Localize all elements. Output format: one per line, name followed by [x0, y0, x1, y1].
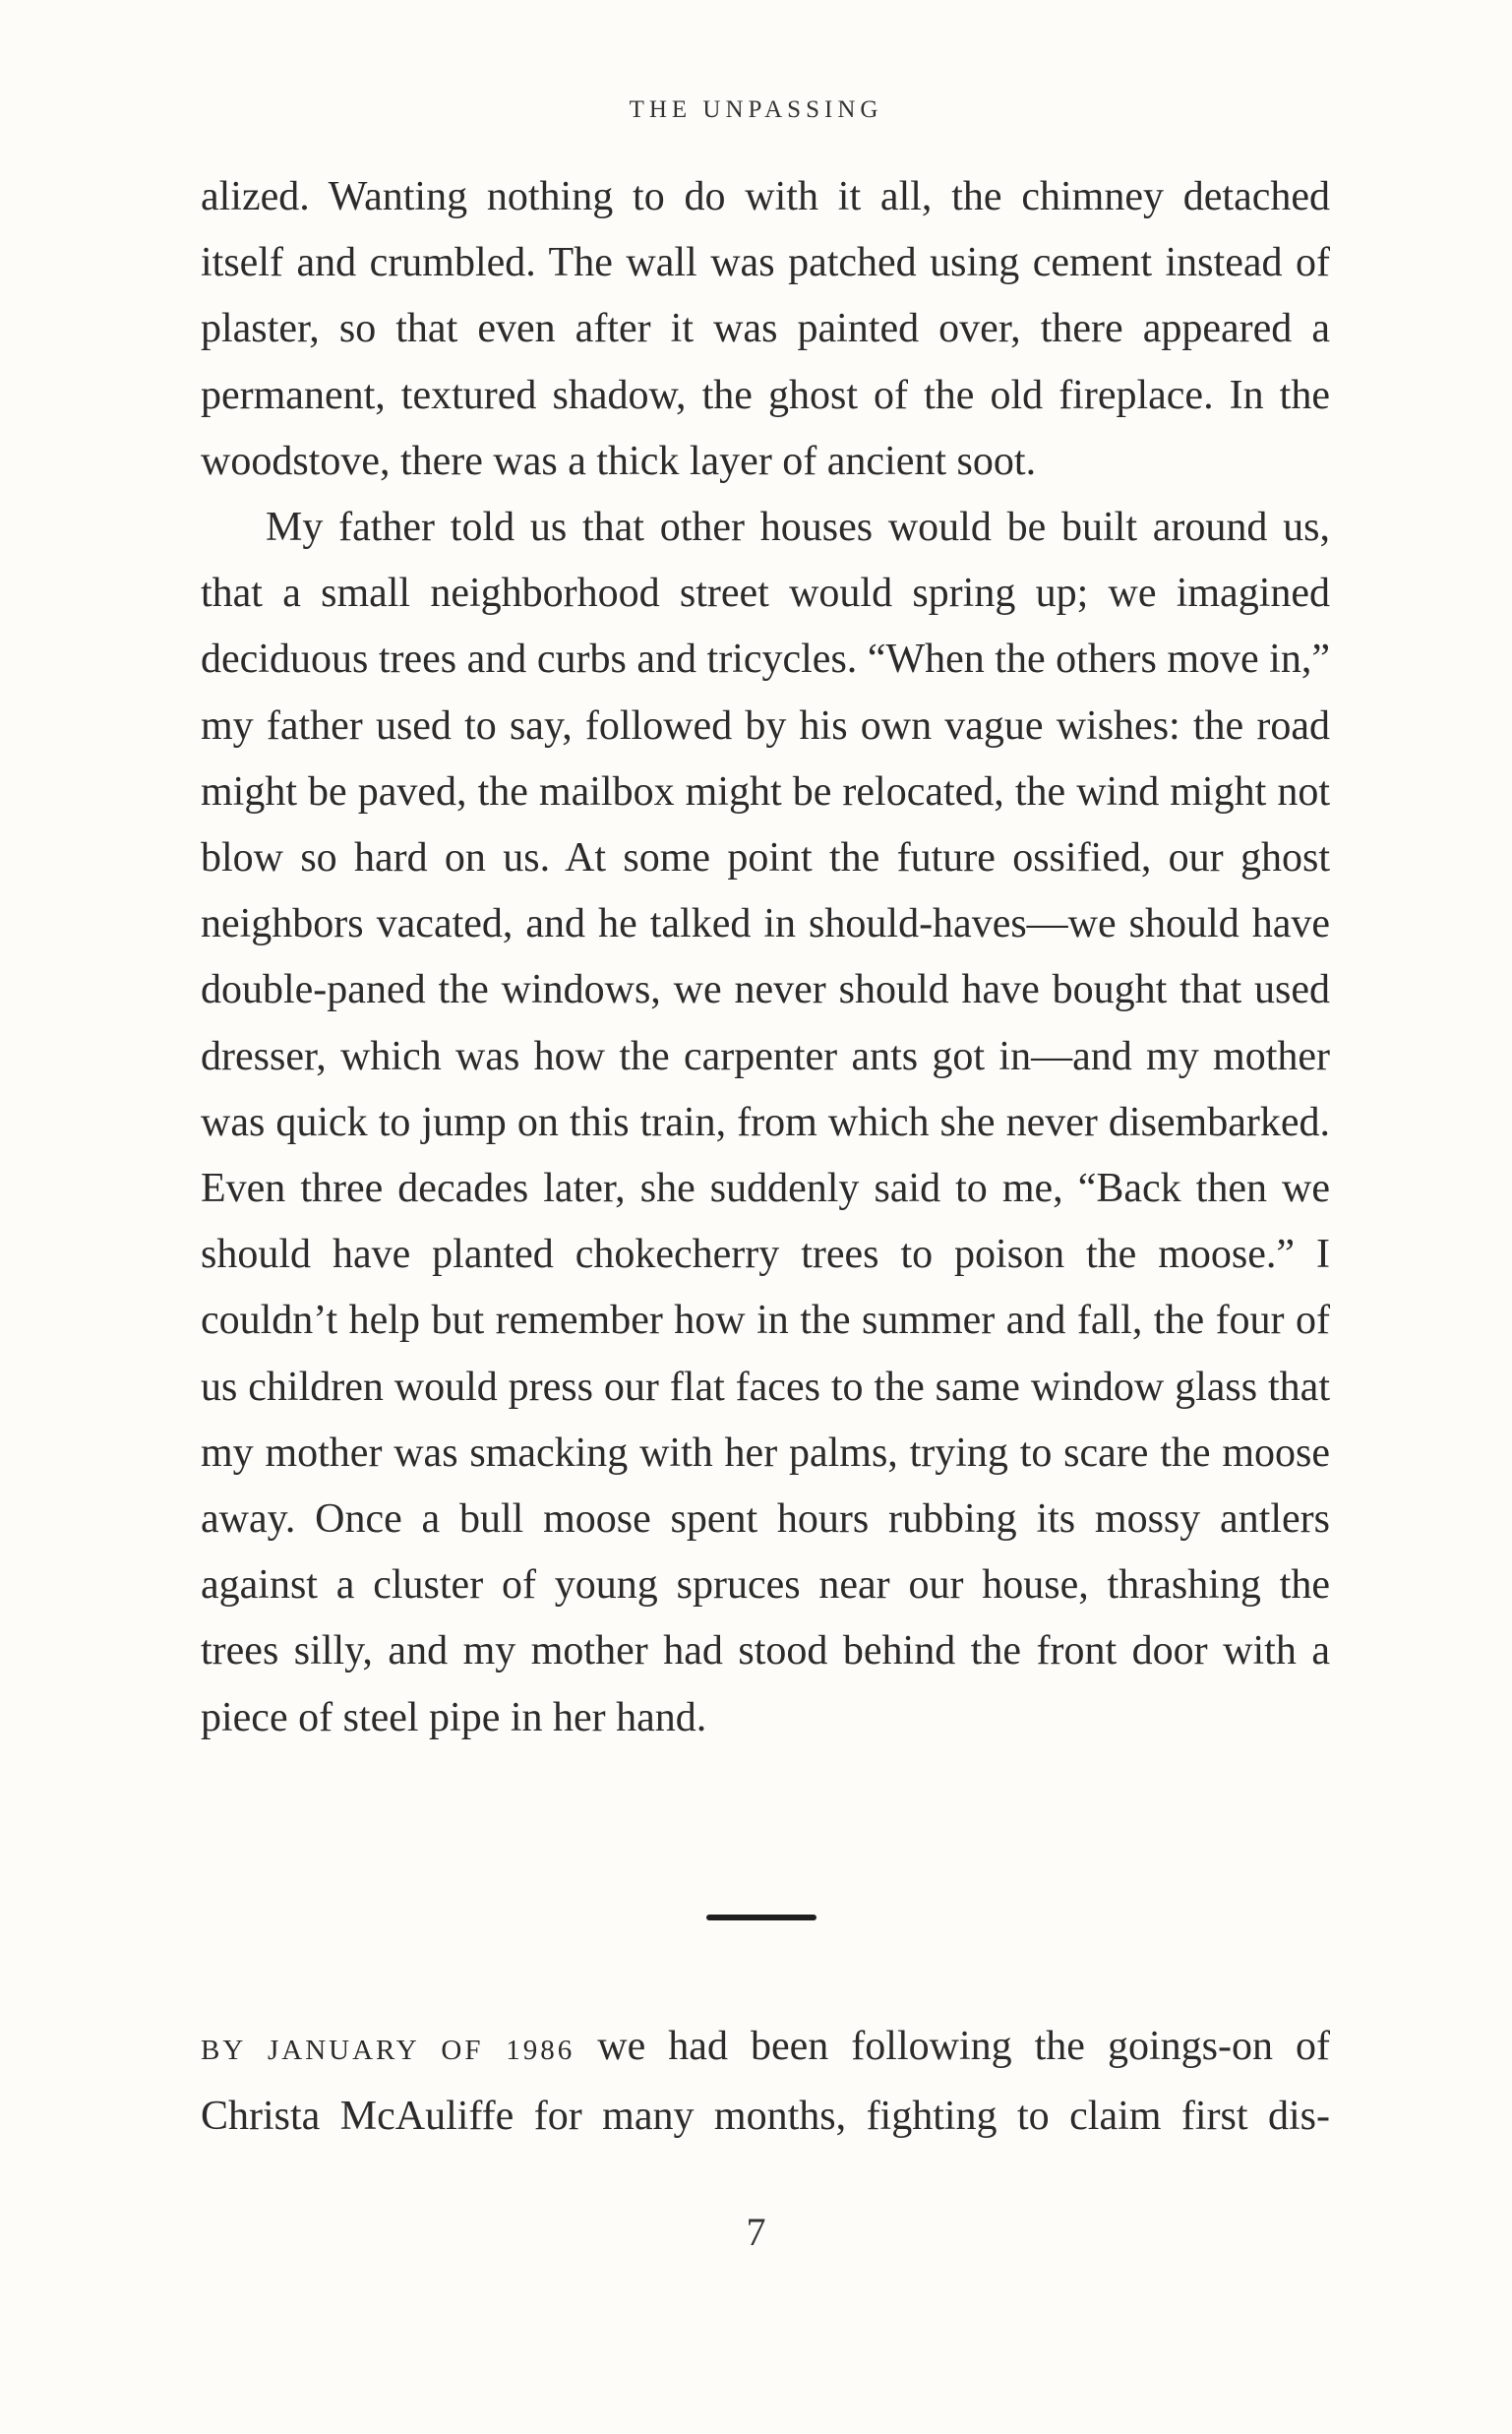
section-2 — [201, 2014, 1330, 2150]
section-break-rule — [706, 1915, 816, 1920]
section-2-lead: BY JANUARY OF 1986 — [201, 2035, 575, 2066]
paragraph-1: alized. Wanting nothing to do with it all, the chimney detached itself and crumbled. The wall was patched using cement instead of plaster, so that even after it was painted over, there appeared a permanent, textured shadow, the ghost of the old fireplace. In the woodstove, there was a thick layer of ancient soot. — [201, 174, 1330, 484]
paragraph-2: My father told us that other houses would be built around us, that a small neighborhood street would spring up; we imagined deciduous trees and curbs and tricycles. “When the others move in,” my father used to say, followed by his own vague wishes: the road might be paved, the mailbox might be relocated, the wind might not blow so hard on us. At some point the future ossified, our ghost neighbors vacated, and he talked in should-haves—we should have double-paned the windows, we never should have bought that used dresser, which was how the carpenter ants got in—and my mother was quick to jump on this train, from which she never disembarked. Even three decades later, she suddenly said to me, “Back then we should have planted chokecherry trees to poison the moose.” I couldn’t help but remember how in the summer and fall, the four of us children would press our flat faces to the same window glass that my mother was smacking with her palms, trying to scare the moose away. Once a bull moose spent hours rubbing its mossy antlers against a cluster of young spruces near our house, thrashing the trees silly, and my mother had stood behind the front door with a piece of steel pipe in her hand. — [201, 505, 1330, 1740]
section-2-text: we had been following the goings-on of Christa McAuliffe for many months, fighting to claim first dis- — [201, 2024, 1330, 2140]
body-text — [201, 164, 1330, 1751]
running-head: THE UNPASSING — [629, 96, 883, 123]
section-2-paragraph — [201, 2014, 1330, 2150]
page-number: 7 — [746, 2210, 766, 2254]
